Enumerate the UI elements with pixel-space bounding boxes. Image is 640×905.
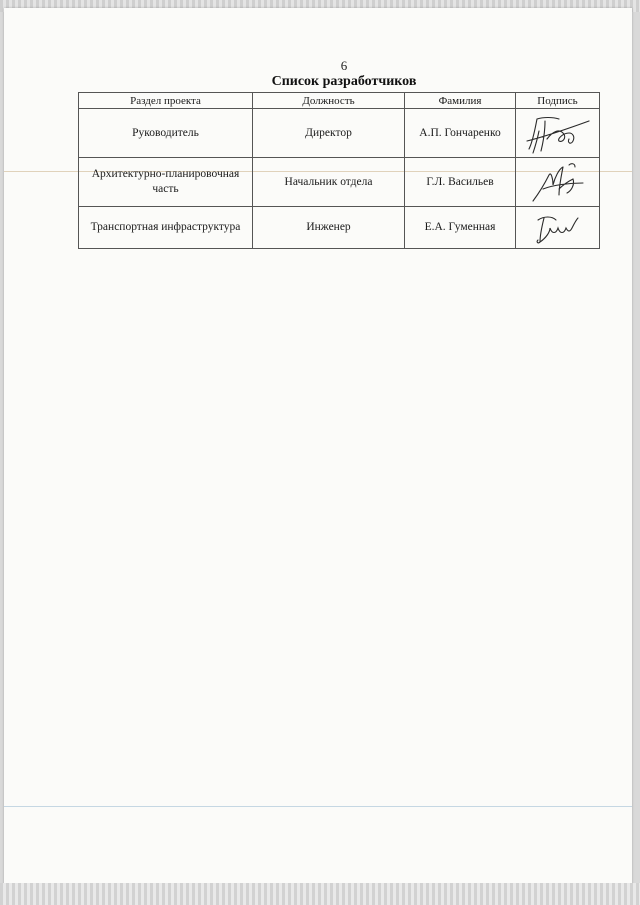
table-header-row [79,93,600,109]
signature-image [523,111,593,155]
header-section: Раздел проекта [79,93,253,109]
cell-position: Инженер [253,207,405,249]
signature-image [528,210,588,246]
cell-name: Г.Л. Васильев [405,158,516,207]
signature-image [523,159,593,205]
cell-name: А.П. Гончаренко [405,109,516,158]
header-position: Должность [253,93,405,109]
cell-signature [516,158,600,207]
document-title: Список разработчиков [271,74,417,89]
cell-name: Е.А. Гуменная [405,207,516,249]
table-row [79,207,600,249]
scan-guide-line [4,806,632,807]
header-signature: Подпись [516,93,600,109]
cell-position: Директор [253,109,405,158]
cell-signature [516,207,600,249]
header-name: Фамилия [405,93,516,109]
developers-table [78,92,600,249]
cell-section: Транспортная инфраструктура [79,207,253,249]
cell-signature [516,109,600,158]
cell-position: Начальник отдела [253,158,405,207]
table-row [79,158,600,207]
cell-section: Архитектурно-планировочная часть [79,158,253,207]
scan-edge-bottom [0,883,640,905]
table-row [79,109,600,158]
cell-section: Руководитель [79,109,253,158]
page-number: 6 [340,58,348,73]
